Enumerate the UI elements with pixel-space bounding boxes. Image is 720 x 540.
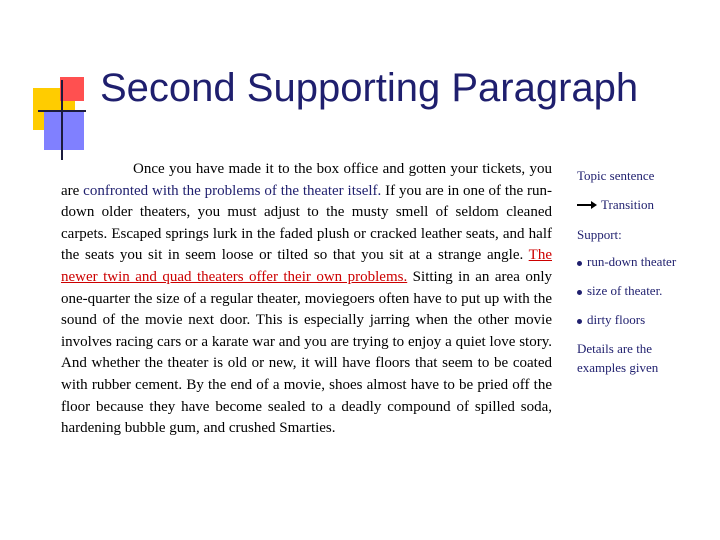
bullet-icon bbox=[577, 290, 582, 295]
annotation-transition: Transition bbox=[601, 197, 654, 212]
paragraph-segment-2: If you are in one of the run-down older theaters, you must adjust to the musty smell of seldom cleaned carpets. Escaped springs lurk in the faded plush or cracked leather seats, and half the seats you sit in seem loose or tilted so that you sit at a strange angle. bbox=[61, 182, 553, 264]
transition-sentence-highlight: The newer twin and quad theaters offer their own problems. bbox=[61, 247, 552, 285]
support-bullet-item bbox=[577, 283, 662, 299]
annotation-details-line-1: Details are the bbox=[577, 341, 653, 356]
annotation-details-line-2: examples given bbox=[577, 360, 659, 375]
decorative-blue-square bbox=[44, 110, 84, 150]
decorative-horizontal-line bbox=[38, 110, 86, 112]
support-bullet-item bbox=[577, 254, 676, 270]
bullet-icon bbox=[577, 261, 582, 266]
topic-sentence-highlight: confronted with the problems of the theater itself. bbox=[83, 182, 382, 199]
bullet-icon bbox=[577, 319, 582, 324]
paragraph-indent bbox=[61, 161, 133, 177]
support-bullet-label: size of theater. bbox=[587, 283, 663, 298]
support-bullet-label: run-down theater bbox=[587, 254, 677, 269]
paragraph-segment-3: Sitting in an area only one-quarter the size of a regular theater, moviegoers often have to put up with the sound of the movie next door. This is especially jarring when the other movie involves racing cars or a karate war and you are trying to enjoy a quiet love story. And whether the theater is old or new, it will have floors that seem to be coated with rubber cement. By the end of a movie, shoes almost have to be pried off the floor because they have become sealed to a deadly compound of spilled soda, hardening bubble gum, and crushed Smarties. bbox=[61, 268, 552, 437]
annotation-support: Support: bbox=[577, 227, 622, 242]
arrow-icon bbox=[591, 201, 597, 209]
support-bullet-label: dirty floors bbox=[587, 312, 646, 327]
body-paragraph bbox=[61, 159, 552, 440]
support-bullet-item bbox=[577, 312, 645, 328]
paragraph-segment-1: Once you have made it to the box office and gotten your tickets, you are bbox=[61, 161, 552, 199]
annotation-topic-sentence: Topic sentence bbox=[577, 168, 655, 183]
decorative-red-square bbox=[60, 77, 84, 101]
decorative-vertical-line bbox=[61, 80, 63, 160]
slide-title: Second Supporting Paragraph bbox=[100, 66, 639, 110]
